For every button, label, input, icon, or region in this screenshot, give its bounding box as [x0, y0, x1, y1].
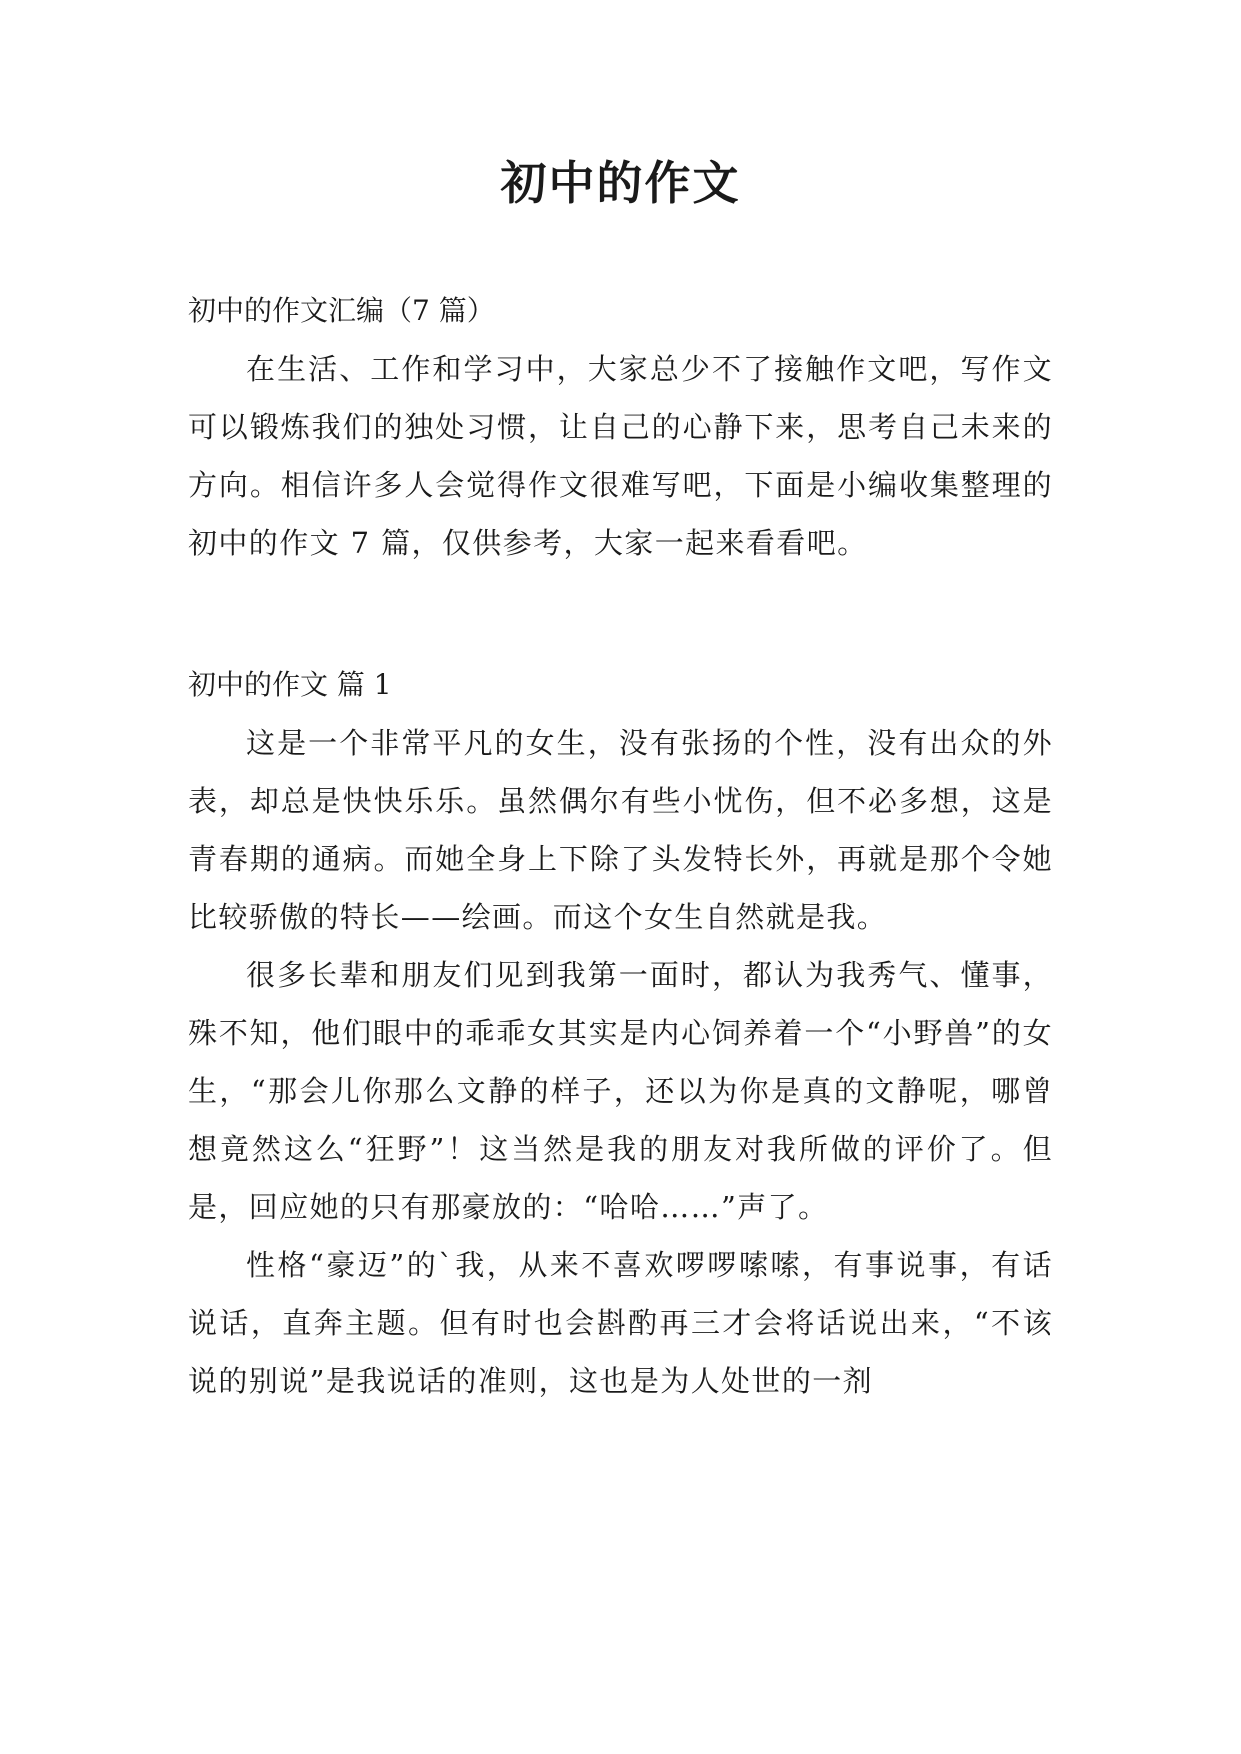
document-title: 初中的作文 [500, 156, 741, 210]
section-heading: 初中的作文 篇 1 [188, 668, 392, 701]
intro-paragraph: 在生活、工作和学习中，大家总少不了接触作文吧，写作文可以锻炼我们的独处习惯，让自己的心静下来，思考自己未来的方向。相信许多人会觉得作文很难写吧，下面是小编收集整理的初中的作文 7 篇，仅供参考，大家一起来看看吧。 [188, 352, 1053, 560]
document-body [188, 282, 1053, 1410]
body-paragraph-1: 这是一个非常平凡的女生，没有张扬的个性，没有出众的外表，却总是快快乐乐。虽然偶尔有些小忧伤，但不必多想，这是青春期的通病。而她全身上下除了头发特长外，再就是那个令她比较骄傲的特长——绘画。而这个女生自然就是我。 [188, 726, 1053, 934]
body-paragraph-2: 很多长辈和朋友们见到我第一面时，都认为我秀气、懂事，殊不知，他们眼中的乖乖女其实是内心饲养着一个“小野兽”的女生，“那会儿你那么文静的样子，还以为你是真的文静呢，哪曾想竟然这么“狂野”！这当然是我的朋友对我所做的评价了。但是，回应她的只有那豪放的：“哈哈……”声了。 [188, 958, 1053, 1224]
body-paragraph-3: 性格“豪迈”的`我，从来不喜欢啰啰嗦嗦，有事说事，有话说话，直奔主题。但有时也会斟酌再三才会将话说出来，“不该说的别说”是我说话的准则，这也是为人处世的一剂 [188, 1248, 1053, 1398]
collection-subtitle: 初中的作文汇编（7 篇） [188, 294, 495, 327]
section-spacer [188, 572, 1053, 656]
